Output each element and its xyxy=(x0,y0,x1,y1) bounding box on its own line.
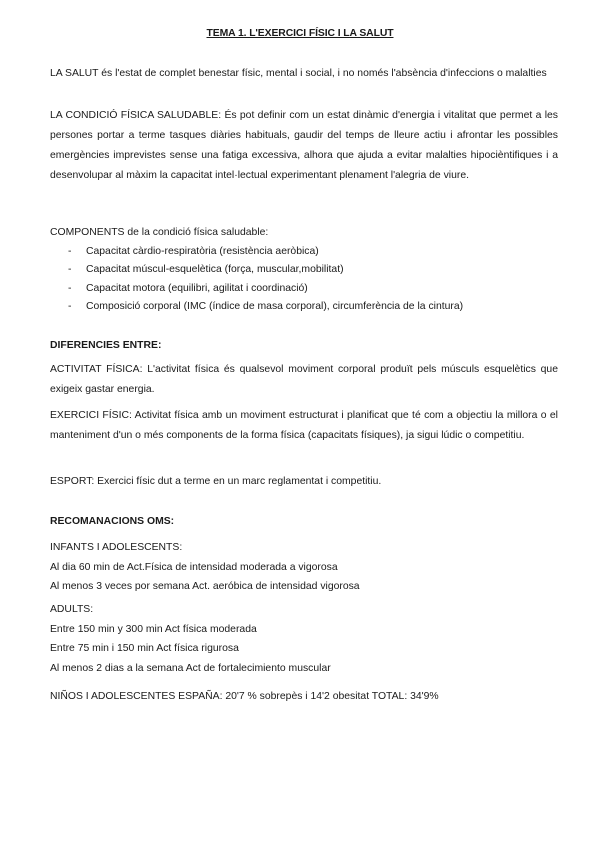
esport-definition xyxy=(50,472,558,492)
components-heading: COMPONENTS de la condició física saludable: xyxy=(50,227,269,238)
components-section xyxy=(50,223,558,317)
espanya-stats xyxy=(50,687,558,707)
list-item: - Composició corporal (IMC (índice de masa corporal), circumferència de la cintura) xyxy=(50,298,558,317)
condicio-text: LA CONDICIÓ FÍSICA SALUDABLE: És pot definir com un estat dinàmic d'energia i vitalitat que permet a les persones portar a terme tasques diàries habituals, gaudir del temps de lleure actiu i afrontar les possibles emergències imprevistes sense una fatiga excessiva, alhora que ajuda a evitar malalties hipocièntifiques i a desenvolupar al màxim la capacitat intel·lectual experimentant plenament l'alegria de viure. xyxy=(50,110,558,181)
dash-bullet: - xyxy=(68,282,72,294)
components-list xyxy=(50,243,558,317)
list-item: Entre 150 min y 300 min Act física moderada xyxy=(50,623,257,635)
salut-definition xyxy=(50,64,558,84)
recomanacions-heading-block xyxy=(50,512,558,532)
page-title: TEMA 1. L'EXERCICI FÍSIC I LA SALUT xyxy=(206,28,394,39)
infants-heading: INFANTS I ADOLESCENTS: xyxy=(50,542,183,553)
activitat-definition xyxy=(50,360,558,400)
list-item: - Capacitat càrdio-respiratòria (resistència aeròbica) xyxy=(50,243,558,262)
espanya-text: NIÑOS I ADOLESCENTES ESPAÑA: 20'7 % sobrepès i 14'2 obesitat TOTAL: 34'9% xyxy=(50,691,439,702)
list-item: Al menos 2 dias a la semana Act de fortalecimiento muscular xyxy=(50,662,331,674)
list-item: Entre 75 min i 150 min Act física rigurosa xyxy=(50,643,239,654)
exercici-definition xyxy=(50,406,558,446)
esport-text: ESPORT: Exercici físic dut a terme en un marc reglamentat i competitiu. xyxy=(50,476,382,487)
exercici-text: EXERCICI FÍSIC: Activitat física amb un moviment estructurat i planificat que té com a objectiu la millora o el manteniment d'un o més components de la forma física (capacitats físiques), ja sigui lúdic o competitiu. xyxy=(50,410,558,441)
salut-text: LA SALUT és l'estat de complet benestar físic, mental i social, i no només l'absència d'infeccions o malalties xyxy=(50,68,547,79)
recomanacions-heading: RECOMANACIONS OMS: xyxy=(50,516,175,527)
list-item: - Capacitat múscul-esquelètica (força, muscular,mobilitat) xyxy=(50,261,558,280)
dash-bullet: - xyxy=(68,245,72,257)
infants-section xyxy=(50,538,558,597)
dash-bullet: - xyxy=(68,264,72,275)
adults-section xyxy=(50,600,558,678)
diferencies-heading: DIFERENCIES ENTRE: xyxy=(50,340,162,351)
activitat-text: ACTIVITAT FÍSICA: L'activitat física és qualsevol moviment corporal produït pels músculs esquelètics que exigeix gastar energia. xyxy=(50,364,558,395)
condicio-definition xyxy=(50,106,558,186)
dash-bullet: - xyxy=(68,301,72,312)
list-item: Al dia 60 min de Act.Física de intensidad moderada a vigorosa xyxy=(50,561,338,573)
adults-heading: ADULTS: xyxy=(50,604,94,615)
diferencies-heading-block xyxy=(50,336,558,356)
list-item: - Capacitat motora (equilibri, agilitat i coordinació) xyxy=(50,280,558,299)
list-item: Al menos 3 veces por semana Act. aeróbica de intensidad vigorosa xyxy=(50,581,360,592)
